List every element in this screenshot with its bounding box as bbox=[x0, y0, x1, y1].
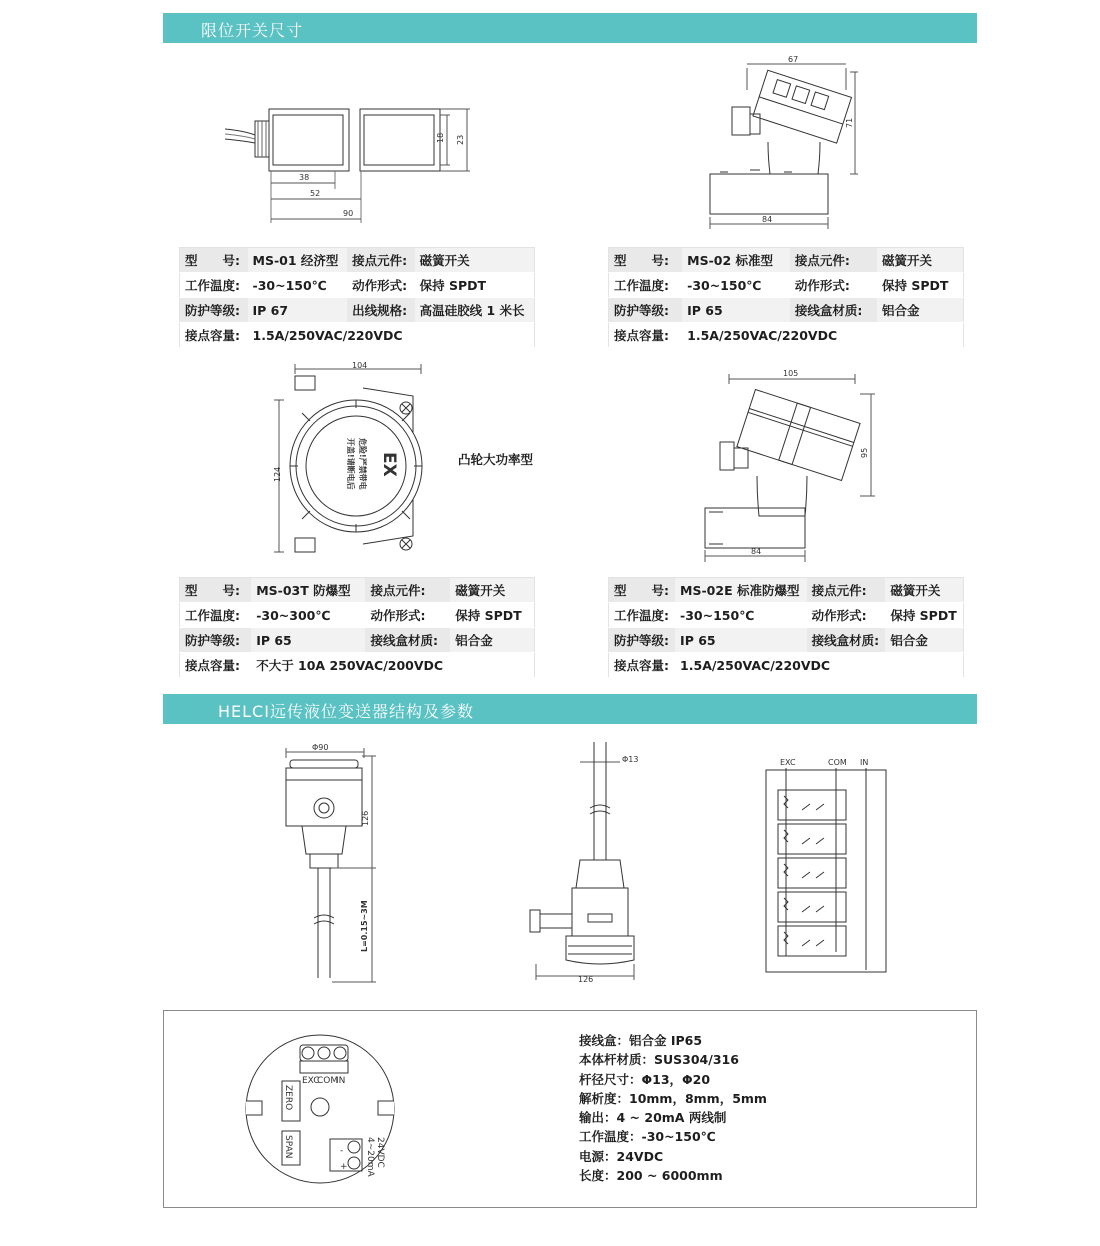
list-item: 本体杆材质：SUS304/316 bbox=[579, 1052, 739, 1068]
table-row: 型 号: MS-01 经济型 接点元件: 磁簧开关 bbox=[180, 248, 535, 273]
terminal-label-com: COM bbox=[317, 1076, 339, 1086]
dim-length: L=0.15~3M bbox=[360, 900, 369, 952]
parameter-list bbox=[579, 1031, 767, 1185]
section-banner-limit-switch bbox=[163, 13, 977, 43]
dim-126: 126 bbox=[578, 975, 594, 984]
dim-phi90: Φ90 bbox=[312, 743, 329, 752]
ms02-dimension-drawing bbox=[700, 52, 870, 230]
warning-text-1: 危险!严禁带电 bbox=[358, 438, 367, 490]
minus-label: - bbox=[340, 1146, 344, 1156]
list-item: 输出：4 ~ 20mA 两线制 bbox=[579, 1110, 727, 1126]
dim-38: 38 bbox=[299, 173, 310, 182]
span-label: SPAN bbox=[283, 1135, 293, 1159]
dim-84: 84 bbox=[762, 215, 773, 224]
ms02-spec-table bbox=[608, 247, 964, 348]
list-item: 电源：24VDC bbox=[579, 1148, 664, 1164]
table-row: 工作温度: -30~150℃ 动作形式: 保持 SPDT bbox=[609, 603, 964, 628]
ms01-dimension-drawing bbox=[215, 95, 485, 230]
dim-18: 18 bbox=[436, 132, 445, 143]
dim-67: 67 bbox=[788, 55, 799, 64]
ms03t-spec-table bbox=[179, 577, 535, 678]
section-banner-transmitter bbox=[163, 694, 977, 724]
terminal-board-drawing bbox=[244, 1031, 404, 1191]
section-title: HELCI远传液位变送器结构及参数 bbox=[218, 702, 474, 721]
ex-mark: EX bbox=[379, 452, 399, 477]
power-label: 24VDC bbox=[375, 1137, 385, 1168]
terminal-label-in: IN bbox=[336, 1076, 346, 1086]
table-row: 型 号: MS-03T 防爆型 接点元件: 磁簧开关 bbox=[180, 578, 535, 603]
table-row: 防护等级: IP 65 接线盒材质: 铝合金 bbox=[609, 628, 964, 653]
dim-105: 105 bbox=[783, 369, 799, 378]
table-row: 接点容量: 1.5A/250VAC/220VDC bbox=[609, 323, 964, 348]
section-title: 限位开关尺寸 bbox=[201, 21, 304, 40]
table-row: 防护等级: IP 65 接线盒材质: 铝合金 bbox=[609, 298, 964, 323]
dim-104: 104 bbox=[352, 361, 368, 370]
transmitter-side-drawing bbox=[510, 742, 660, 992]
table-row: 防护等级: IP 67 出线规格: 高温硅胶线 1 米长 bbox=[180, 298, 535, 323]
zero-label: ZERO bbox=[283, 1085, 293, 1111]
dim-124: 124 bbox=[273, 466, 282, 482]
dim-126: 126 bbox=[361, 810, 370, 826]
dim-84: 84 bbox=[751, 547, 762, 556]
dim-23: 23 bbox=[456, 134, 465, 145]
ms02e-dimension-drawing bbox=[695, 366, 895, 566]
table-row: 接点容量: 不大于 10A 250VAC/200VDC bbox=[180, 653, 535, 678]
dim-90: 90 bbox=[343, 209, 354, 218]
table-row: 工作温度: -30~150℃ 动作形式: 保持 SPDT bbox=[180, 273, 535, 298]
dim-phi13: Φ13 bbox=[622, 755, 639, 764]
dim-95: 95 bbox=[860, 447, 869, 458]
reed-circuit-diagram bbox=[764, 754, 888, 976]
plus-label: + bbox=[340, 1162, 348, 1172]
circuit-label-exc: EXC bbox=[780, 758, 796, 767]
circuit-label-com: COM bbox=[828, 758, 847, 767]
transmitter-probe-drawing bbox=[270, 742, 390, 992]
ms01-spec-table bbox=[179, 247, 535, 348]
parameter-panel bbox=[163, 1010, 977, 1208]
list-item: 工作温度：-30~150℃ bbox=[579, 1129, 716, 1145]
list-item: 长度：200 ~ 6000mm bbox=[579, 1168, 723, 1184]
list-item: 杆径尺寸：Φ13，Φ20 bbox=[579, 1071, 711, 1087]
table-row: 接点容量: 1.5A/250VAC/220VDC bbox=[609, 653, 964, 678]
dim-71: 71 bbox=[845, 117, 854, 128]
ms03t-dimension-drawing bbox=[268, 358, 428, 568]
terminal-label-exc: EXC bbox=[302, 1076, 320, 1086]
dim-52: 52 bbox=[310, 189, 321, 198]
list-item: 解析度：10mm，8mm，5mm bbox=[579, 1090, 767, 1106]
list-item: 接线盒：铝合金 IP65 bbox=[579, 1033, 703, 1048]
table-row: 型 号: MS-02E 标准防爆型 接点元件: 磁簧开关 bbox=[609, 578, 964, 603]
circuit-label-in: IN bbox=[860, 758, 869, 767]
table-row: 工作温度: -30~150℃ 动作形式: 保持 SPDT bbox=[609, 273, 964, 298]
table-row: 防护等级: IP 65 接线盒材质: 铝合金 bbox=[180, 628, 535, 653]
output-label: 4~20mA bbox=[365, 1137, 375, 1177]
table-row: 工作温度: -30~300℃ 动作形式: 保持 SPDT bbox=[180, 603, 535, 628]
cam-high-power-label: 凸轮大功率型 bbox=[458, 452, 534, 467]
warning-text-2: 开盖!请断电后 bbox=[346, 438, 355, 490]
table-row: 型 号: MS-02 标准型 接点元件: 磁簧开关 bbox=[609, 248, 964, 273]
ms02e-spec-table bbox=[608, 577, 964, 678]
table-row: 接点容量: 1.5A/250VAC/220VDC bbox=[180, 323, 535, 348]
